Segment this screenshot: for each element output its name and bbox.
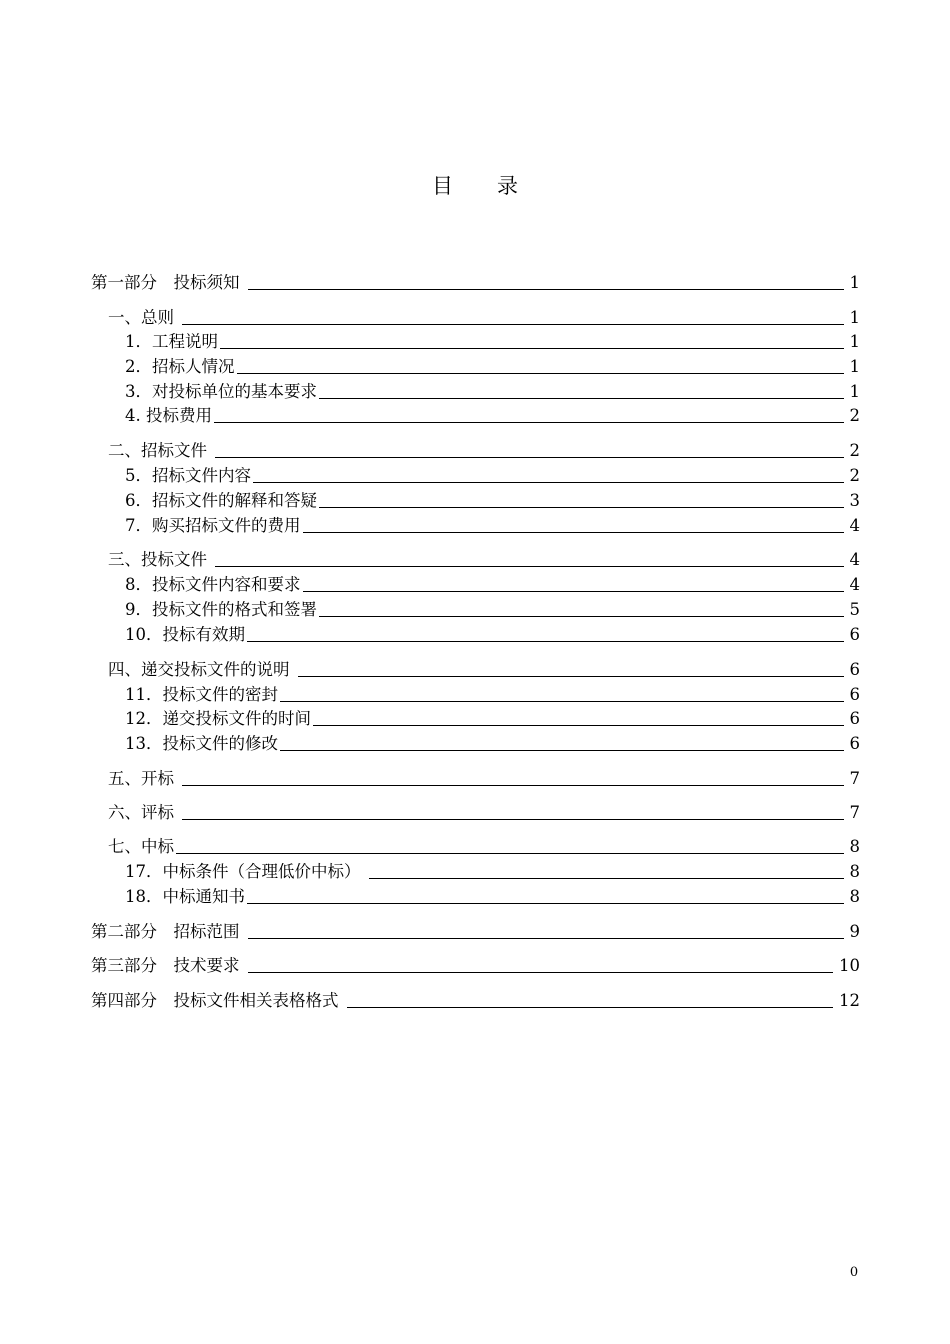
toc-part-4[interactable]: [91, 989, 860, 1013]
toc-item-6[interactable]: [125, 489, 860, 513]
toc-page-number: 7: [849, 803, 860, 822]
toc-label: 二、招标文件: [108, 441, 207, 460]
toc-page-number: 2: [849, 406, 860, 425]
toc-page-number: 4: [849, 516, 860, 535]
toc-label: 三、投标文件: [108, 550, 207, 569]
toc-label: 17．中标条件（合理低价中标）: [125, 862, 361, 881]
toc-label: 五、开标: [108, 769, 174, 788]
toc-page-number: 10: [839, 956, 860, 975]
toc-leader: [319, 398, 844, 399]
toc-item-10[interactable]: [125, 623, 860, 647]
toc-item-1[interactable]: [125, 330, 860, 354]
title-char-left: 目: [432, 174, 453, 198]
toc-page-number: 1: [849, 382, 860, 401]
toc-label: 10．投标有效期: [125, 625, 245, 644]
toc-page-number: 1: [849, 357, 860, 376]
toc-label: 第一部分 投标须知: [91, 273, 240, 292]
toc-page-number: 1: [849, 273, 860, 292]
toc-label: 四、递交投标文件的说明: [108, 660, 290, 679]
toc-label: 七、中标: [108, 837, 174, 856]
toc-leader: [303, 532, 844, 533]
toc-page-number: 6: [849, 685, 860, 704]
toc-leader: [313, 725, 844, 726]
toc-label: 4. 投标费用: [125, 406, 212, 425]
toc-leader: [369, 878, 844, 879]
toc-leader: [220, 348, 844, 349]
toc-label: 1．工程说明: [125, 332, 218, 351]
toc-page-number: 12: [839, 991, 860, 1010]
toc-leader: [248, 938, 844, 939]
toc-label: 8．投标文件内容和要求: [125, 575, 301, 594]
toc-leader: [182, 819, 844, 820]
toc-leader: [347, 1007, 834, 1008]
toc-leader: [237, 373, 844, 374]
toc-item-8[interactable]: [125, 573, 860, 597]
toc-leader: [298, 676, 844, 677]
toc-leader: [280, 701, 844, 702]
toc-page-number: 4: [849, 550, 860, 569]
toc-page-number: 9: [849, 922, 860, 941]
toc-page-number: 5: [849, 600, 860, 619]
toc-page-number: 3: [849, 491, 860, 510]
toc-label: 12．递交投标文件的时间: [125, 709, 311, 728]
toc-section-5[interactable]: [108, 767, 860, 791]
toc-label: 2．招标人情况: [125, 357, 235, 376]
toc-page-number: 6: [849, 709, 860, 728]
toc-page-number: 1: [849, 332, 860, 351]
toc-leader: [280, 750, 844, 751]
toc-section-1[interactable]: [108, 306, 860, 330]
toc-leader: [253, 482, 844, 483]
toc-leader: [215, 457, 844, 458]
toc-label: 第四部分 投标文件相关表格格式: [91, 991, 339, 1010]
toc-leader: [248, 289, 844, 290]
toc-item-7[interactable]: [125, 514, 860, 538]
toc-label: 9．投标文件的格式和签署: [125, 600, 317, 619]
toc-item-4[interactable]: [125, 404, 860, 428]
toc-page-number: 7: [849, 769, 860, 788]
toc-section-3[interactable]: [108, 548, 860, 572]
toc-page-number: 1: [849, 308, 860, 327]
toc-label: 5．招标文件内容: [125, 466, 251, 485]
toc-label: 7．购买招标文件的费用: [125, 516, 301, 535]
toc-label: 一、总则: [108, 308, 174, 327]
toc-part-2[interactable]: [91, 920, 860, 944]
toc-page-number: 8: [849, 837, 860, 856]
toc-item-17[interactable]: [125, 860, 860, 884]
footer-page-number: 0: [849, 1265, 859, 1280]
toc-item-13[interactable]: [125, 732, 860, 756]
toc-part-3[interactable]: [91, 954, 860, 978]
toc-leader: [182, 324, 844, 325]
toc-leader: [247, 641, 844, 642]
toc-item-9[interactable]: [125, 598, 860, 622]
toc-item-12[interactable]: [125, 707, 860, 731]
toc-leader: [214, 422, 844, 423]
toc-leader: [319, 616, 844, 617]
toc-part-1[interactable]: [91, 271, 860, 295]
toc-leader: [176, 853, 844, 854]
toc-section-7[interactable]: [108, 835, 860, 859]
toc-label: 第二部分 招标范围: [91, 922, 240, 941]
toc-page-number: 6: [849, 734, 860, 753]
toc-label: 六、评标: [108, 803, 174, 822]
toc-section-6[interactable]: [108, 801, 860, 825]
toc-leader: [182, 785, 844, 786]
toc-leader: [303, 591, 844, 592]
toc-label: 3．对投标单位的基本要求: [125, 382, 317, 401]
toc-page-number: 2: [849, 441, 860, 460]
toc-item-11[interactable]: [125, 683, 860, 707]
toc-page-number: 6: [849, 625, 860, 644]
toc-leader: [247, 903, 844, 904]
toc-item-18[interactable]: [125, 885, 860, 909]
toc-section-2[interactable]: [108, 439, 860, 463]
toc-item-2[interactable]: [125, 355, 860, 379]
toc-page-number: 6: [849, 660, 860, 679]
toc-page-number: 8: [849, 862, 860, 881]
toc-label: 13．投标文件的修改: [125, 734, 278, 753]
toc-leader: [248, 972, 834, 973]
toc-item-5[interactable]: [125, 464, 860, 488]
toc-leader: [319, 507, 844, 508]
toc-section-4[interactable]: [108, 658, 860, 682]
toc-page-number: 8: [849, 887, 860, 906]
toc-page-number: 2: [849, 466, 860, 485]
toc-label: 18．中标通知书: [125, 887, 245, 906]
toc-label: 6．招标文件的解释和答疑: [125, 491, 317, 510]
toc-page-number: 4: [849, 575, 860, 594]
title-char-right: 录: [497, 174, 518, 198]
toc-leader: [215, 566, 844, 567]
toc-label: 11．投标文件的密封: [125, 685, 278, 704]
toc-label: 第三部分 技术要求: [91, 956, 240, 975]
toc-item-3[interactable]: [125, 380, 860, 404]
